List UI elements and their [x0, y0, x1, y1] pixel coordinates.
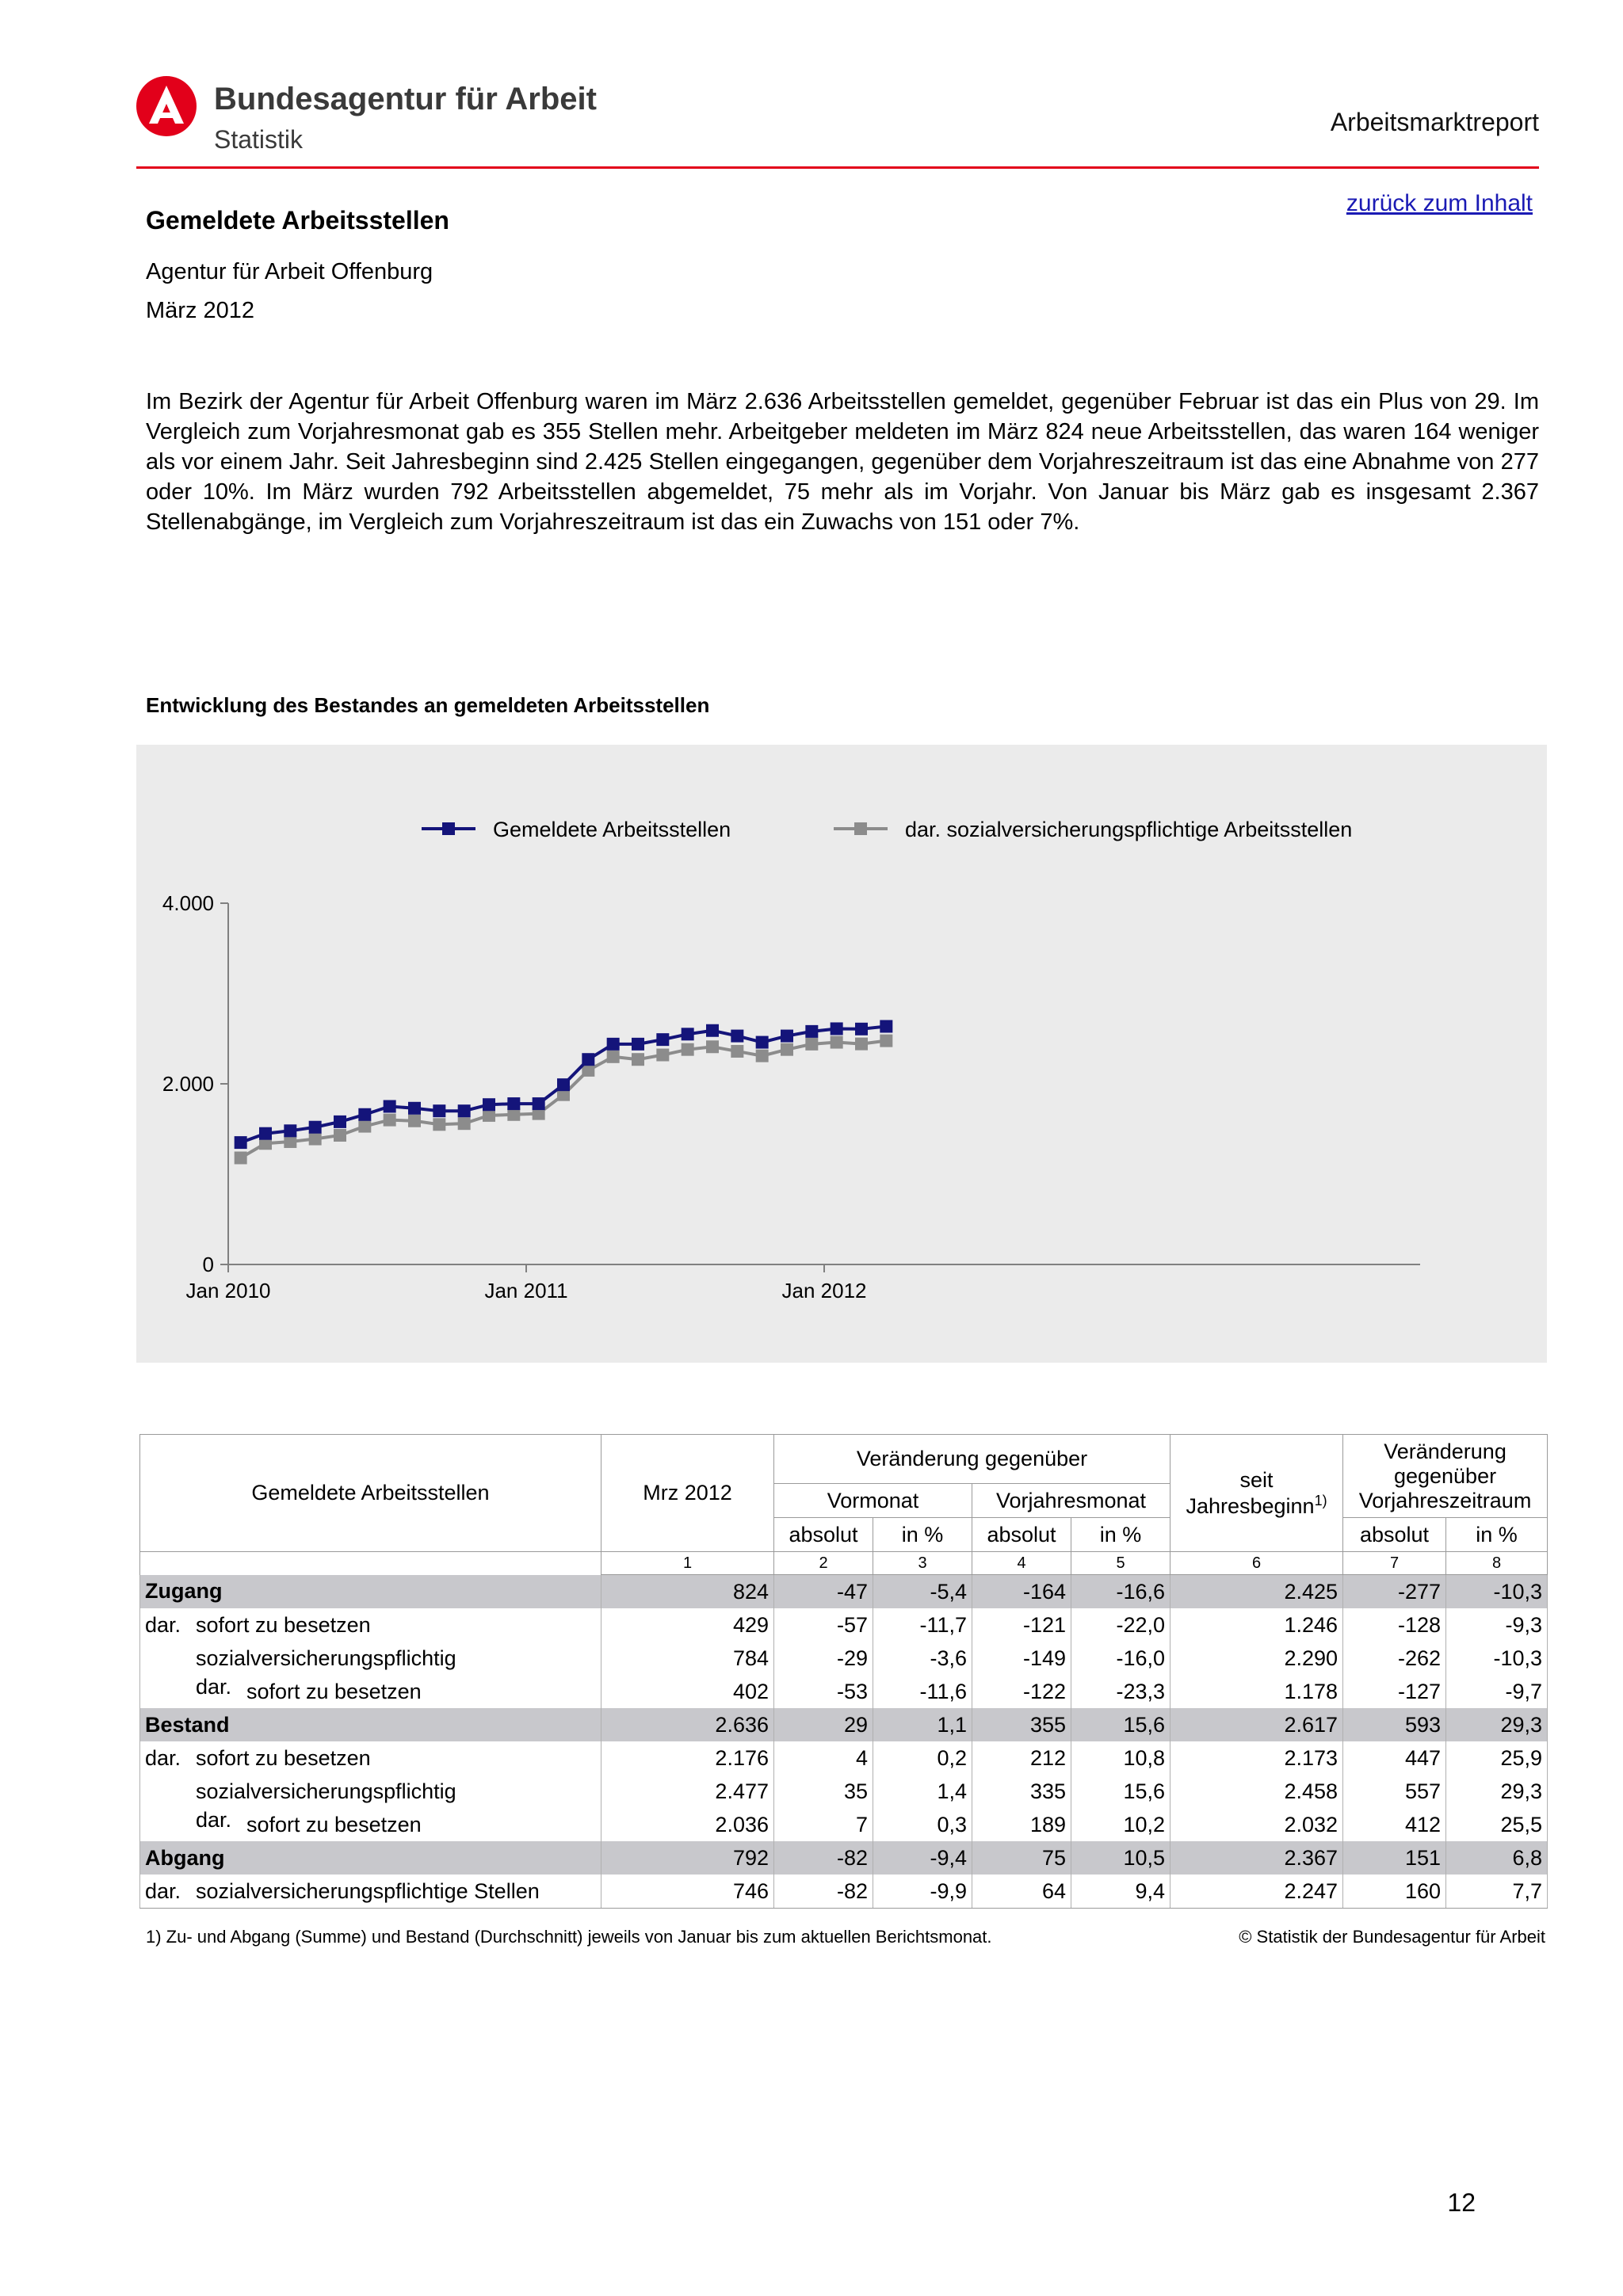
data-point	[855, 1038, 868, 1051]
table-cell: 2.032	[1170, 1808, 1343, 1841]
data-point	[458, 1104, 471, 1117]
legend-label: Gemeldete Arbeitsstellen	[493, 818, 731, 841]
table-row	[140, 1675, 1548, 1708]
page-number: 12	[1447, 2188, 1476, 2217]
column-number: 8	[1446, 1552, 1548, 1575]
header-divider	[136, 166, 1539, 169]
data-point	[334, 1116, 346, 1128]
row-prefix: dar.	[145, 1878, 181, 1903]
table-cell: 10,2	[1071, 1808, 1170, 1841]
table-cell: 2.036	[601, 1808, 774, 1841]
table-cell: 1.246	[1170, 1608, 1343, 1642]
data-point	[607, 1038, 620, 1051]
data-point	[507, 1108, 520, 1121]
data-point	[507, 1097, 520, 1110]
row-label-text: sofort zu besetzen	[196, 1612, 371, 1637]
table-cell: 189	[972, 1808, 1071, 1841]
table-cell: -53	[774, 1675, 873, 1708]
data-point	[831, 1036, 843, 1049]
data-point	[483, 1098, 495, 1111]
data-point	[682, 1028, 694, 1040]
table-cell: 2.477	[601, 1775, 774, 1808]
table-cell: -9,7	[1446, 1675, 1548, 1708]
table-cell: 412	[1343, 1808, 1446, 1841]
row-label	[140, 1741, 601, 1775]
x-tick-label: Jan 2012	[781, 1279, 867, 1302]
column-number: 3	[873, 1552, 972, 1575]
data-point	[384, 1114, 396, 1127]
table-cell: -149	[972, 1642, 1071, 1675]
table-cell: 2.425	[1170, 1575, 1343, 1609]
row-label-text: sofort zu besetzen	[246, 1679, 422, 1703]
table-cell: -10,3	[1446, 1642, 1548, 1675]
statistics-table	[139, 1434, 1548, 1909]
org-subtitle: Statistik	[214, 125, 304, 154]
data-point	[309, 1133, 322, 1146]
table-cell: -3,6	[873, 1642, 972, 1675]
table-cell: 7	[774, 1808, 873, 1841]
header-absolute: absolut	[774, 1518, 873, 1552]
statistics-table-container	[139, 1434, 1547, 1909]
row-label-text: sozialversicherungspflichtig	[196, 1646, 456, 1670]
section-title: Gemeldete Arbeitsstellen	[146, 206, 449, 235]
data-point	[656, 1049, 669, 1062]
table-cell: -11,6	[873, 1675, 972, 1708]
data-point	[458, 1117, 471, 1130]
table-cell: 160	[1343, 1875, 1446, 1909]
data-point	[309, 1121, 322, 1134]
data-point	[433, 1104, 445, 1117]
header-change-group: Veränderung gegenüber	[774, 1435, 1170, 1484]
table-cell: 2.290	[1170, 1642, 1343, 1675]
table-cell: 335	[972, 1775, 1071, 1808]
table-cell: 2.173	[1170, 1741, 1343, 1775]
copyright: © Statistik der Bundesagentur für Arbeit	[1239, 1927, 1545, 1947]
table-cell: 25,9	[1446, 1741, 1548, 1775]
data-point	[358, 1120, 371, 1133]
table-cell: 2.367	[1170, 1841, 1343, 1875]
header-row-label: Gemeldete Arbeitsstellen	[140, 1435, 601, 1552]
data-point	[235, 1136, 247, 1149]
data-point	[731, 1045, 743, 1058]
column-number: 6	[1170, 1552, 1343, 1575]
data-point	[632, 1053, 644, 1066]
table-cell: -16,6	[1071, 1575, 1170, 1609]
data-point	[334, 1129, 346, 1142]
header-since-line2: Jahresbeginn	[1186, 1493, 1315, 1518]
table-cell: -122	[972, 1675, 1071, 1708]
data-point	[557, 1078, 570, 1091]
header-absolute: absolut	[1343, 1518, 1446, 1552]
table-cell: 29,3	[1446, 1775, 1548, 1808]
data-point	[682, 1043, 694, 1056]
y-tick-label: 2.000	[162, 1072, 214, 1096]
row-prefix: dar.	[196, 1807, 232, 1832]
data-point	[805, 1025, 818, 1038]
table-row	[140, 1808, 1548, 1841]
data-point	[855, 1023, 868, 1035]
table-cell: -23,3	[1071, 1675, 1170, 1708]
legend-label: dar. sozialversicherungspflichtige Arbeitsstellen	[905, 818, 1353, 841]
data-point	[656, 1033, 669, 1046]
column-number: 2	[774, 1552, 873, 1575]
row-label	[140, 1708, 601, 1741]
table-cell: 824	[601, 1575, 774, 1609]
table-cell: -277	[1343, 1575, 1446, 1609]
table-cell: 429	[601, 1608, 774, 1642]
row-label	[140, 1608, 601, 1642]
table-cell: -121	[972, 1608, 1071, 1642]
data-point	[582, 1053, 594, 1066]
table-row	[140, 1775, 1548, 1808]
row-label	[140, 1808, 601, 1841]
x-tick-label: Jan 2011	[484, 1279, 568, 1302]
table-row	[140, 1741, 1548, 1775]
table-cell: -82	[774, 1841, 873, 1875]
header-cumulative-change: Veränderung gegenüber Vorjahreszeitraum	[1343, 1435, 1548, 1518]
table-row	[140, 1841, 1548, 1875]
data-point	[706, 1040, 719, 1053]
header-since-line1: seit	[1239, 1467, 1274, 1492]
table-cell: 402	[601, 1675, 774, 1708]
table-cell: 10,5	[1071, 1841, 1170, 1875]
data-point	[880, 1035, 892, 1047]
table-cell: 2.636	[601, 1708, 774, 1741]
data-point	[259, 1127, 272, 1140]
table-cell: 447	[1343, 1741, 1446, 1775]
data-point	[607, 1051, 620, 1063]
table-cell: 784	[601, 1642, 774, 1675]
table-cell: -82	[774, 1875, 873, 1909]
data-point	[781, 1043, 793, 1056]
data-point	[880, 1020, 892, 1032]
data-point	[358, 1108, 371, 1121]
data-point	[756, 1036, 769, 1049]
header-prev-year-month: Vorjahresmonat	[972, 1484, 1170, 1518]
row-label-text: Abgang	[145, 1845, 225, 1870]
column-number: 5	[1071, 1552, 1170, 1575]
line-chart	[136, 745, 1547, 1363]
data-point	[731, 1030, 743, 1043]
row-label	[140, 1841, 601, 1875]
header-month: Mrz 2012	[601, 1435, 774, 1552]
data-point	[483, 1109, 495, 1122]
row-label	[140, 1675, 601, 1708]
data-point	[533, 1097, 545, 1110]
legend-marker	[854, 822, 867, 835]
table-cell: 746	[601, 1875, 774, 1909]
table-row	[140, 1608, 1548, 1642]
table-row	[140, 1642, 1548, 1675]
table-cell: -9,9	[873, 1875, 972, 1909]
table-cell: 212	[972, 1741, 1071, 1775]
table-cell: -29	[774, 1642, 873, 1675]
row-label-text: Bestand	[145, 1712, 230, 1737]
report-label: Arbeitsmarktreport	[1330, 108, 1539, 136]
row-label-text: sozialversicherungspflichtig	[196, 1779, 456, 1803]
intro-paragraph: Im Bezirk der Agentur für Arbeit Offenburg waren im März 2.636 Arbeitsstellen gemeldet, gegenüber Februar ist das ein Plus von 29. Im Vergleich zum Vorjahresmonat gab es 355 Stellen mehr. Arbeitgeber meldeten im März 824 neue Arbeitsstellen, das waren 164 weniger als vor einem Jahr. Seit Jahresbeginn sind 2.425 Stellen eingegangen, gegenüber dem Vorjahreszeitraum ist das eine Abnahme von 277 oder 10%. Im März wurden 792 Arbeitsstellen abgemeldet, 75 mehr als im Vorjahr. Von Januar bis März gab es insgesamt 2.367 Stellenabgänge, im Vergleich zum Vorjahreszeitraum ist das ein Zuwachs von 151 oder 7%.	[146, 389, 1539, 535]
table-cell: 2.458	[1170, 1775, 1343, 1808]
agency-logo-icon	[136, 76, 197, 136]
table-cell: 75	[972, 1841, 1071, 1875]
report-period: März 2012	[146, 298, 255, 323]
column-number: 1	[601, 1552, 774, 1575]
table-cell: 1,1	[873, 1708, 972, 1741]
row-prefix: dar.	[145, 1745, 181, 1770]
table-cell: 557	[1343, 1775, 1446, 1808]
table-cell: 4	[774, 1741, 873, 1775]
table-cell: 9,4	[1071, 1875, 1170, 1909]
table-cell: 593	[1343, 1708, 1446, 1741]
row-label-text: Zugang	[145, 1579, 223, 1604]
table-cell: 2.617	[1170, 1708, 1343, 1741]
data-point	[433, 1118, 445, 1131]
table-body	[140, 1575, 1548, 1909]
column-number: 7	[1343, 1552, 1446, 1575]
row-label	[140, 1642, 601, 1675]
row-label	[140, 1575, 601, 1609]
data-point	[284, 1124, 296, 1137]
header-absolute: absolut	[972, 1518, 1071, 1552]
table-cell: -16,0	[1071, 1642, 1170, 1675]
row-label	[140, 1775, 601, 1808]
row-label-text: sozialversicherungspflichtige Stellen	[196, 1878, 540, 1903]
table-cell: 355	[972, 1708, 1071, 1741]
footnote: 1) Zu- und Abgang (Summe) und Bestand (Durchschnitt) jeweils von Januar bis zum aktuellen Berichtsmonat.	[146, 1927, 992, 1947]
data-point	[408, 1115, 421, 1127]
data-point	[706, 1024, 719, 1037]
table-cell: -9,4	[873, 1841, 972, 1875]
table-cell: 2.176	[601, 1741, 774, 1775]
table-row	[140, 1575, 1548, 1609]
table-cell: -10,3	[1446, 1575, 1548, 1609]
back-to-contents-link[interactable]: zurück zum Inhalt	[1346, 190, 1533, 216]
table-cell: -127	[1343, 1675, 1446, 1708]
header-prev-month: Vormonat	[774, 1484, 972, 1518]
header-percent: in %	[1071, 1518, 1170, 1552]
table-cell: -262	[1343, 1642, 1446, 1675]
row-prefix: dar.	[196, 1674, 232, 1699]
table-row	[140, 1708, 1548, 1741]
table-cell: 1,4	[873, 1775, 972, 1808]
row-label-text: sofort zu besetzen	[246, 1812, 422, 1836]
header-percent: in %	[873, 1518, 972, 1552]
data-point	[831, 1022, 843, 1035]
table-cell: 10,8	[1071, 1741, 1170, 1775]
table-cell: -22,0	[1071, 1608, 1170, 1642]
data-point	[284, 1135, 296, 1148]
y-tick-label: 4.000	[162, 891, 214, 915]
data-point	[805, 1038, 818, 1051]
table-cell: 1.178	[1170, 1675, 1343, 1708]
table-cell: 6,8	[1446, 1841, 1548, 1875]
data-point	[781, 1030, 793, 1043]
header-percent: in %	[1446, 1518, 1548, 1552]
table-cell: -128	[1343, 1608, 1446, 1642]
table-cell: 0,2	[873, 1741, 972, 1775]
org-name: Bundesagentur für Arbeit	[214, 82, 597, 116]
table-cell: -9,3	[1446, 1608, 1548, 1642]
table-cell: 29,3	[1446, 1708, 1548, 1741]
data-point	[235, 1151, 247, 1164]
table-row	[140, 1875, 1548, 1909]
table-cell: 7,7	[1446, 1875, 1548, 1909]
header-blank	[140, 1552, 601, 1575]
table-cell: 64	[972, 1875, 1071, 1909]
x-tick-label: Jan 2010	[185, 1279, 271, 1302]
footnote-marker: 1)	[1314, 1492, 1327, 1508]
chart-title: Entwicklung des Bestandes an gemeldeten Arbeitsstellen	[146, 693, 710, 717]
table-cell: 25,5	[1446, 1808, 1548, 1841]
table-cell: 151	[1343, 1841, 1446, 1875]
legend-marker	[442, 822, 455, 835]
data-point	[384, 1100, 396, 1113]
data-point	[756, 1050, 769, 1062]
table-cell: -164	[972, 1575, 1071, 1609]
table-cell: 15,6	[1071, 1775, 1170, 1808]
data-point	[408, 1102, 421, 1115]
table-cell: 15,6	[1071, 1708, 1170, 1741]
table-cell: -11,7	[873, 1608, 972, 1642]
table-cell: -5,4	[873, 1575, 972, 1609]
table-cell: 792	[601, 1841, 774, 1875]
agency-name: Agentur für Arbeit Offenburg	[146, 259, 433, 284]
header-since-year-start	[1170, 1435, 1343, 1552]
table-cell: 35	[774, 1775, 873, 1808]
table-cell: 2.247	[1170, 1875, 1343, 1909]
table-cell: 29	[774, 1708, 873, 1741]
y-tick-label: 0	[202, 1253, 214, 1276]
table-cell: 0,3	[873, 1808, 972, 1841]
data-point	[632, 1038, 644, 1051]
row-label	[140, 1875, 601, 1909]
row-label-text: sofort zu besetzen	[196, 1745, 371, 1770]
table-cell: -57	[774, 1608, 873, 1642]
table-cell: -47	[774, 1575, 873, 1609]
row-prefix: dar.	[145, 1612, 181, 1637]
column-number: 4	[972, 1552, 1071, 1575]
